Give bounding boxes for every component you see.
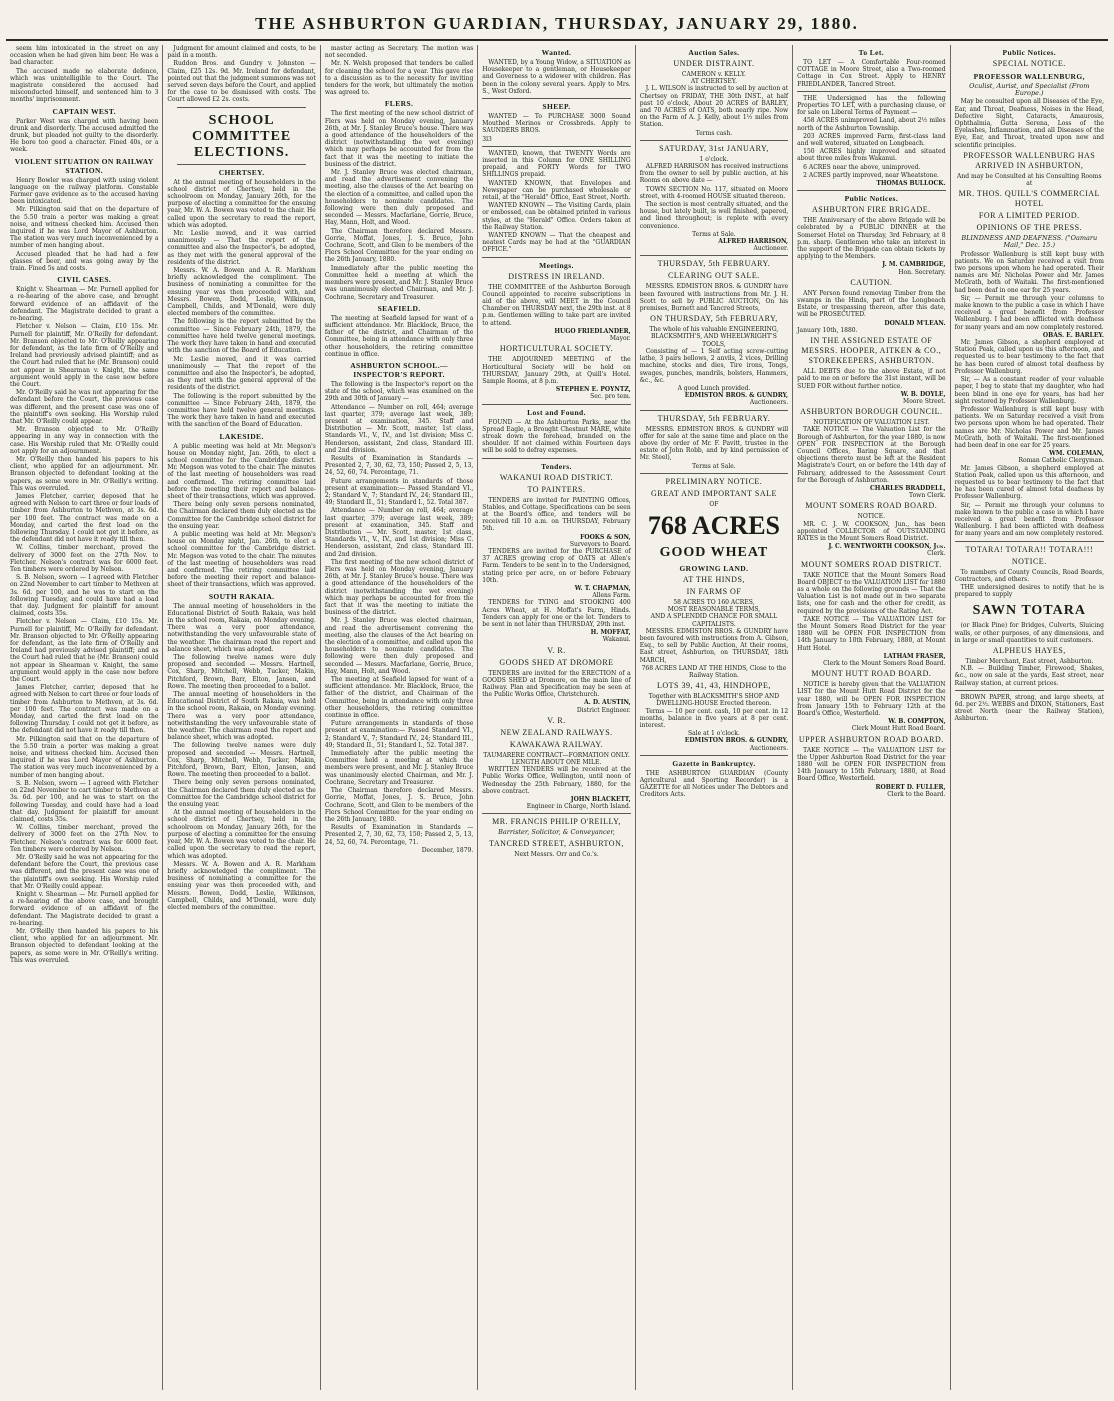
advertisement: NOTICE is hereby given that the VALUATION LIST for the Mount Hutt Road District for the year 1880, will be OPEN FOR INSPECTION from January 15th to February 12th at the Board's Office, Westerfield. bbox=[797, 681, 946, 718]
signer: A. D. AUSTIN, bbox=[584, 699, 631, 707]
notice-title: CLEARING OUT SALE. bbox=[668, 271, 760, 281]
column-2 bbox=[163, 45, 320, 1390]
notice-subtitle: NOTIFICATION OF VALUATION LIST. bbox=[813, 419, 930, 427]
paragraph: The first meeting of the new school district of Flers was held on Monday evening, January 26th, at Mr. J. Stanley Bruce's house. There was a good attendance of the householders of the district (notwithstanding the wet evening) which may perhaps be accounted for from the fact that it was the meeting to initiate the business of the district. bbox=[324, 558, 474, 617]
signer-role: Auctioneers. bbox=[749, 744, 789, 752]
column-6 bbox=[793, 45, 950, 1390]
paragraph: S. B. Nelson, sworn — I agreed with Fletcher on 22nd November to cart timber to Methven at 3s. 6d. per 100, and he was to start on the following Tuesday, and could have had a load that day. Judgment for plaintiff for amount claimed, costs 35s. bbox=[10, 574, 159, 618]
advertisement: TENDERS for TYING and STOOKING 400 Acres Wheat, at H. Moffat's Farm, Hinds. Tenders can apply for one or the lot. Tenders to be sent in not later than THURSDAY, 29th inst. bbox=[482, 599, 631, 628]
advertisement: ANY Person found removing Timber from the swamps in the Hinds, part of the Longbeach Estate, or trespassing thereon, after this date, will be PROSECUTED. bbox=[797, 289, 946, 319]
signer-role: Allens Farm. bbox=[592, 592, 631, 600]
notice-title: SPECIAL NOTICE. bbox=[992, 59, 1066, 68]
divider bbox=[482, 98, 630, 99]
advertisement: J. L. WILSON is instructed to sell by auction at Chertsey on FRIDAY, THE 30th INST., at half past 10 o'clock, About 20 ACRES of BARLEY, and 70 ACRES of OATS, both nearly ripe. Now on the Farm of A. J. Kelly, about 1½ miles from Station. bbox=[639, 85, 789, 129]
columns bbox=[6, 45, 1108, 1390]
paragraph: Mr. Branson objected to Mr. O'Reilly appearing in any way in connection with the case. His Worship ruled that Mr. O'Reilly could not apply for an adjournment. bbox=[10, 426, 159, 455]
paragraph: S. B. Nelson, sworn — I agreed with Fletcher on 22nd November to cart timber to Methven at 3s. 6d. per 100, and he was to start on the following Tuesday, and could have had a load that day. Judgment for plaintiff for amount claimed, costs 35s. bbox=[10, 779, 159, 823]
paragraph: The annual meeting of householders in the Educational District of South Rakaia, was held in the school room, Rakaia, on Monday evening. There was a very poor attendance, notwithstanding the very unfavourable state of the weather. The chairman read the report and balance sheet, which was adopted. bbox=[167, 691, 316, 742]
section-heading: Wanted. bbox=[541, 48, 572, 57]
signer: ALFRED HARRISON, bbox=[718, 238, 789, 246]
notice-subtitle: NOTICE. bbox=[857, 513, 886, 521]
section-heading: CAPTAIN WEST. bbox=[52, 106, 116, 116]
advertisement: WANTED KNOWN — That the cheapest and neatest Cards may be had at the "GUARDIAN OFFICE." bbox=[482, 232, 631, 254]
paragraph: Future arrangements in standards of those present at examination:— Passed Standard VI., 2; Standard V., 7; Standard IV., 24; Standard III., 49; Standard II., 51; Standard I., 52. Total 387. bbox=[324, 720, 474, 749]
paragraph: Messrs. W. A. Bowen and A. R. Markham briefly acknowledged the compliment. The business of nominating a committee for the ensuing year was then proceeded with, and Messrs. Bowen, Dodd, Leslie, Wilkinson, Campbell, Childs, and M'Donald, were duly elected members of the committee. bbox=[167, 860, 316, 911]
advertisement: WANTED KNOWN, that Envelopes and Newspaper can be purchased wholesale or retail, at the "Herald" Office, East Street, North. bbox=[482, 179, 631, 202]
advertisement: TAKE NOTICE — The VALUATION LIST for the Mount Somers Road District for the year 1880 will be OPEN FOR INSPECTION from 14th January to 10th February, 1880, at Mount Hutt Hotel. bbox=[797, 615, 946, 652]
paragraph: There being only seven persons nominated, the Chairman declared them duly elected as the Committee for the Cambridge school district for the ensuing year. bbox=[167, 779, 316, 809]
paragraph: The following is the Inspector's report on the state of the school, which was examined on the 29th and 30th of January — bbox=[324, 380, 474, 403]
column-4 bbox=[478, 45, 635, 1390]
divider bbox=[640, 755, 788, 756]
signer: J. M. CAMBRIDGE, bbox=[882, 261, 946, 269]
notice-subtitle: AT CHERTSEY. bbox=[690, 78, 737, 86]
signer: DONALD M'LEAN. bbox=[884, 319, 946, 327]
paragraph: Mr. J. Stanley Bruce was elected chairman, and read the advertisement convening the meeting, also the clauses of the Act bearing on the election of a committee, and called upon the householders to nominate candidates. The following were then duly proposed and seconded — Messrs. Macfarlane, Gorrie, Bruce, Hay, Mann, Holt, and Wood. bbox=[324, 169, 474, 227]
paragraph: James Fletcher, carrier, deposed that he agreed with Nelson to cart three or four loads of timber from Ashburton to Methven, at 3s. 6d. per 100 feet. The contract was made on a Monday, and carted the first load on the following Thursday. I could not get it before, as the defendant did not have it ready till then. bbox=[10, 492, 159, 544]
signer: ALPHEUS HAYES, bbox=[992, 645, 1066, 655]
sawn-totara-headline: SAWN TOTARA bbox=[972, 603, 1086, 619]
paragraph: Judgment for amount claimed and costs, to be paid in a month. bbox=[167, 45, 316, 60]
paragraph: Mr. Pilkington said that on the departure of the 5.50 train a porter was making a great noise, and witness checked him. Accused then inquired if he was Lord Mayor of Ashburton. The station was very much inconvenienced by a number of men hanging about. bbox=[10, 735, 159, 779]
signer-role: Engineer in Charge, North Island. bbox=[526, 803, 631, 811]
signer: H. MOFFAT, bbox=[590, 629, 631, 637]
advertisement: Consisting of — 1 Self acting screw-cutting lathe, 3 pairs bellows, 2 anvils, 2 vices, Drilling machine, stocks and dies, Tire irons, Tongs, swages, punches, mandrils, bolsters, Hammers, &c., &c. bbox=[639, 347, 789, 384]
divider bbox=[640, 140, 788, 141]
notice-date: January 10th, 1880. bbox=[797, 326, 858, 334]
advertisement: ALL DEBTS due to the above Estate, if not paid to me on or before the 31st instant, will be SUED FOR without further notice. bbox=[797, 368, 946, 390]
advertisement: TAKE NOTICE — The VALUATION LIST for the Upper Ashburton Road District for the year 1880 will be OPEN FOR INSPECTION from 14th January to 15th February, 1880, at Road Board Office, Westerfield. bbox=[797, 746, 946, 783]
advertisement: THE ADJOURNED MEETING of the Horticultural Society will be held on THURSDAY, January 29th, at Quill's Hotel. Sample Rooms, at 8 p.m. bbox=[482, 356, 631, 385]
signer: EDMISTON BROS. & GUNDRY, bbox=[684, 737, 789, 745]
advertisement: ALFRED HARRISON has received instructions from the owner to sell by public auction, at his Rooms on above date — bbox=[639, 163, 789, 185]
notice-title: DISTRESS IN IRELAND. bbox=[508, 271, 605, 281]
advertisement: THE Anniversary of the above Brigade will be celebrated by a PUBLIC DINNER at the Somerset Hotel on Thursday, 3rd February, at 8 p.m. sharp. Gentlemen who take an interest in the support of the Brigade can obtain tickets by applying to the Members. bbox=[797, 217, 946, 261]
section-heading: Auction Sales. bbox=[688, 48, 740, 57]
paragraph: Immediately after the public meeting the Committee held a meeting at which the members were present, and Mr. J. Stanley Bruce was unanimously elected Chairman, and Mr. J. Cochrane, Secretary and Treasurer. bbox=[324, 264, 474, 301]
paragraph: Results of Examination in Standards — Presented 2, 7, 30, 62, 73, 150; Passed 2, 5, 13, 24, 52, 60, 74. Percentage, 71. bbox=[324, 454, 474, 477]
column-7 bbox=[951, 45, 1108, 1390]
notice-subtitle: GROWING LAND. bbox=[679, 563, 749, 573]
advertisement: TENDERS are invited for PAINTING Offices, Stables, and Cottage. Specifications can be seen at the Board's office, and tenders will be received till 10 a.m. on THURSDAY, February 5th. bbox=[482, 496, 631, 533]
paragraph: Attendance — Number on roll, 464; average last quarter, 379; average last week, 389; present at examination, 345. Staff and Distribution — Mr. Scott, master, 1st class, Standards VI., V., IV., and 1st division; Miss C. Henderson, assistant, 2nd class, Standard III. and 2nd division. bbox=[324, 507, 474, 558]
paragraph: Accused pleaded that he had had a few glasses of beer, and was going away by the train. Fined 5s and costs. bbox=[10, 250, 159, 273]
notice-title: WAKANUI ROAD DISTRICT. bbox=[499, 472, 614, 482]
paragraph: Fletcher v. Nelson — Claim, £10 15s. Mr. Purnell for plaintiff, Mr. O'Reilly for defendant. Mr. Branson objected to Mr. O'Reilly appearing for defendant, as the late firm of O'Reilly and Ireland had previously advised plaintiff; and as the Court had ruled that he (Mr. Branson) could not appear in Shearman v. Knight, the same argument would apply in the case now before the Court. bbox=[10, 323, 159, 388]
notice-time: Sale at 1 o'clock. bbox=[688, 730, 740, 738]
divider bbox=[955, 690, 1104, 691]
notice-title: CAUTION. bbox=[850, 277, 893, 287]
advertisement: THE undersigned desires to notify that he is prepared to supply bbox=[954, 583, 1104, 599]
signer: JOHN BLACKETT, bbox=[570, 796, 631, 804]
signer: HUGO FRIEDLANDER, bbox=[554, 327, 631, 335]
paragraph: W. Collins, timber merchant, proved the delivery of 3000 feet on the 27th Nov. to Fletcher. Nelson's contract was for 6000 feet. Ten timbers were ordered by Nelson. bbox=[10, 544, 159, 573]
advertisement: Professor Wallenburg is still kept busy with patients. We on Saturday received a visit from two persons upon whom he had operated. Their names are Mr. Nicholas Power and Mr. James McGrath, both of Waitaki. The first-mentioned had been deaf in one ear for 25 years. bbox=[954, 405, 1104, 449]
wheat-headline: GOOD WHEAT bbox=[659, 544, 769, 560]
notice-subtitle: IN FARMS OF bbox=[686, 586, 742, 596]
notice-title: ASHBURTON BOROUGH COUNCIL. bbox=[800, 407, 943, 417]
notice-date: THURSDAY, 5th FEBRUARY. bbox=[657, 413, 771, 423]
notice-subtitle: TAUMARERE CONTRACT—FORMATION ONLY. LENGTH ABOUT ONE MILE. bbox=[483, 751, 630, 767]
signer: W. B. COMPTON, bbox=[888, 718, 946, 726]
notice-title: MOUNT SOMERS ROAD BOARD. bbox=[805, 501, 938, 511]
notice-title: IN THE ASSIGNED ESTATE OF MESSRS. HOOPER, AITKEN & CO., STOREKEEPERS, ASHBURTON. bbox=[801, 336, 942, 366]
paragraph: The following is the report submitted by the committee — Since February 24th, 1879, the committee have held twelve general meetings. The work they have taken in hand and executed with the sanction of the Board of Education. bbox=[167, 318, 316, 355]
notice-title: NEW ZEALAND RAILWAYS. bbox=[500, 727, 613, 737]
terms: Terms at Sale. bbox=[692, 230, 736, 238]
advertisement: MESSRS. EDMISTON BROS. & GUNDRY have been favoured with instructions from A. Gibson, Esq., to sell by Public Auction, At their rooms, East street, Ashburton, on THURSDAY, 18th MARCH, bbox=[639, 627, 789, 664]
terms: Terms at Sale. bbox=[692, 462, 736, 470]
property-listing: 6 ACRES near the above, unimproved. bbox=[803, 163, 921, 171]
notice-subtitle: PROFESSOR WALLENBURG HAS ARRIVED IN ASHBURTON, bbox=[963, 150, 1096, 170]
divider bbox=[177, 164, 305, 165]
section-heading: Meetings. bbox=[539, 260, 574, 270]
paragraph: The Chairman therefore declared Messrs. Gorrie, Moffat, Jones, J. S. Bruce, John Cochrane, Scott, and Glen to be members of the Flers School Committee for the year ending on the 26th January, 1880. bbox=[324, 227, 474, 264]
advertisement: Sir, — Permit me through your columns to make known to the public a case in which I have received a great benefit from Professor Wallenburg. I had been afflicted with deafness for many years and am now completely restored. bbox=[954, 294, 1104, 331]
divider bbox=[640, 255, 788, 256]
property-listing: 203 ACRES improved Farm, first-class land and well watered, situated on Longbeach. bbox=[797, 132, 946, 148]
paragraph: The Chairman therefore declared Messrs. Gorrie, Moffat, Jones, J. S. Bruce, John Cochrane, Scott, and Glen to be members of the Flers School Committee for the year ending on the 26th January, 1880. bbox=[324, 787, 474, 823]
notice-title: TOTARA! TOTARA!! TOTARA!!! bbox=[965, 544, 1094, 554]
property-listing: 150 ACRES highly improved and situated about three miles from Wakanui. bbox=[797, 148, 946, 163]
notice-subtitle: LOTS 39, 41, 43, HINDHOPE, bbox=[656, 681, 771, 691]
advertisement: Mr. James Gibson, a shepherd employed at Station Peak, called upon us this afternoon, and requested us to bear testimony to the fact that he has been cured of almost total deafness by Professor Wallenburg. bbox=[954, 464, 1104, 501]
signer: CHARLES BRADDELL, bbox=[870, 484, 946, 492]
advertisement: TAKE NOTICE — The Valuation List for the Borough of Ashburton, for the year 1880, is now OPEN FOR INSPECTION at the Borough Council Offices, Baring Square, and that objections thereto must be left at the Resident Magistrate's Court, on or before the 14th day of February, addressed to the Assessment Court for the Borough of Ashburton. bbox=[797, 426, 946, 484]
paragraph: Messrs. W. A. Bowen and A. R. Markham briefly acknowledged the compliment. The business of nominating a committee for the ensuing year was then proceeded with, and Messrs. Bowen, Dodd, Leslie, Wilkinson, Campbell, Childs, and M'Donald, were duly elected members of the committee. bbox=[167, 267, 316, 318]
advertisement: Terms — 10 per cent. cash, 10 per cent. in 12 months, balance in five years at 8 per cent. interest. bbox=[639, 707, 789, 729]
notice-time: 1 o'clock. bbox=[699, 155, 729, 163]
section-heading: Gazette in Bankruptcy. bbox=[672, 758, 756, 768]
property-listing: 458 ACRES unimproved Land, about 2½ miles north of the Ashburton Township. bbox=[797, 117, 946, 132]
notice-subtitle: FOR A LIMITED PERIOD. bbox=[978, 211, 1080, 221]
paragraph: Ruddon Bros. and Gundry v. Johnston — Claim, £25 12s. 9d. Mr. Ireland for defendant, pointed out that the judgment summons was not served seven days before the Court, and applied for the case to be dismissed with costs. The Court allowed £2 2s. costs. bbox=[167, 60, 316, 104]
paragraph: Mr. O'Reilly then handed his papers to his client, who applied for an adjournment. Mr. Branson objected to defendant looking at the papers, as some were in Mr. O'Reilly's writing. This was overruled. bbox=[10, 927, 159, 964]
acres-headline: 768 ACRES bbox=[647, 510, 781, 540]
paragraph: There being only seven persons nominated, the Chairman declared them duly elected as the Committee for the Cambridge school district for the ensuing year. bbox=[167, 501, 316, 530]
paragraph: Mr. Pilkington said that on the departure of the 5.50 train a porter was making a great noise, and witness checked him. Accused then inquired if he was Lord Mayor of Ashburton. The station was very much inconvenienced by a number of men hanging about. bbox=[10, 206, 159, 250]
paragraph: Attendance — Number on roll, 464; average last quarter, 379; average last week, 389; present at examination, 345. Staff and Distribution — Mr. Scott, master, 1st class, Standards VI., V., IV., and 1st division; Miss C. Henderson, assistant, 2nd class, Standard III. and 2nd division. bbox=[324, 403, 474, 454]
notice-title: HORTICULTURAL SOCIETY. bbox=[499, 344, 614, 354]
professor-name: PROFESSOR WALLENBURG, bbox=[973, 72, 1085, 81]
paragraph: W. Collins, timber merchant, proved the delivery of 3000 feet on the 27th Nov. to Fletcher. Nelson's contract was for 6000 feet. Ten timbers were ordered by Nelson. bbox=[10, 824, 159, 853]
signer: STEPHEN E. POYNTZ, bbox=[555, 386, 631, 394]
paragraph: Mr. Leslie moved, and it was carried unanimously — That the report of the committee and also the Inspector's, be adopted, as they met with the general approval of the residents of the district. bbox=[167, 230, 316, 266]
section-heading: Public Notices. bbox=[1002, 48, 1057, 57]
section-heading: CHERTSEY. bbox=[218, 167, 265, 177]
notice-title: GOODS SHED AT DROMORE bbox=[499, 657, 614, 667]
paragraph: James Fletcher, carrier, deposed that he agreed with Nelson to cart three or four loads of timber from Ashburton to Methven, at 3s. 6d. per 100 feet. The contract was made on a Monday, and carted the first load on the following Thursday. I could not get it before, as the defendant did not have it ready till then. bbox=[10, 684, 159, 735]
paragraph: Results of Examination in Standards — Presented 2, 7, 30, 62, 73, 150; Passed 2, 5, 13, 24, 52, 60, 74. Percentage, 71. bbox=[324, 824, 474, 846]
paragraph: seem him intoxicated in the street on any occasion when he had given him beer. He was a bad character. bbox=[10, 45, 159, 67]
advertisement: Sir, — Permit me through your columns to make known to the public a case in which I have received a great benefit from Professor Wallenburg. I had been afflicted with deafness for many years and am now completely restored. bbox=[954, 501, 1104, 538]
advertisement: MESSRS. EDMISTON BROS. & GUNDRY have been favoured with instructions from Mr. J. H. Scott to sell by PUBLIC AUCTION, On his premises, Burnett and Tancred Streets, bbox=[639, 283, 789, 313]
paragraph: Mr. O'Reilly said he was not appearing for the defendant before the Court, the previous case was different, and the present case was one of the plaintiff's own seeking. His Worship ruled that Mr. O'Reilly could appear. bbox=[10, 389, 159, 425]
section-heading: CIVIL CASES. bbox=[57, 275, 112, 285]
signer-role: Timber Merchant, East street, Ashburton. bbox=[965, 657, 1094, 665]
advertisement: WANTED, by a Young Widow, a SITUATION as Housekeeper to a gentleman, or Housekeeper and Governess to a widower with children. Has been in the colony several years. Apply to Mrs. S., West Oxford. bbox=[482, 59, 631, 95]
ad-number: 3l3 bbox=[482, 135, 492, 143]
notice-title: ASHBURTON FIRE BRIGADE. bbox=[812, 205, 931, 215]
dateline: December, 1879. bbox=[421, 846, 474, 854]
notice-subtitle: The whole of his valuable ENGINEERING, BLACKSMITH'S, AND WHEELWRIGHT'S TOOLS, bbox=[649, 326, 779, 348]
notice-note: A good Lunch provided. bbox=[677, 384, 751, 392]
notice-title: UNDER DISTRAINT. bbox=[673, 59, 755, 68]
notice-subtitle: Together with BLACKSMITH'S SHOP AND DWELLING-HOUSE Erected thereon. bbox=[648, 693, 780, 708]
notice-subtitle: NOTICE. bbox=[1011, 556, 1047, 566]
section-heading: VIOLENT SITUATION ON RAILWAY STATION. bbox=[14, 156, 154, 175]
divider bbox=[797, 190, 945, 191]
paragraph: Mr. N. Welsh proposed that tenders be called for cleaning the school for a year. This gave rise to a discussion as to the necessity for inviting tenders for the work, but ultimately the motion was agreed to. bbox=[324, 60, 474, 97]
advertisement: TENDERS are invited for the PURCHASE of 37 ACRES growing crop of OATS at Allen's Farm. Tenders to be sent in to the Undersigned, stating price per acre, on or before February 10th. bbox=[482, 547, 631, 584]
signer: THOMAS BULLOCK. bbox=[876, 180, 946, 188]
advertisement: THE ASHBURTON GUARDIAN (County Agricultural and Sporting Recorder) is a GAZETTE for all Notices under The Debtors and Creditors Acts. bbox=[639, 769, 789, 799]
article-title: SCHOOL COMMITTEE ELECTIONS. bbox=[192, 112, 292, 160]
divider bbox=[177, 107, 305, 108]
paragraph: Fletcher v. Nelson — Claim, £10 15s. Mr. Purnell for plaintiff, Mr. O'Reilly for defendant. Mr. Branson objected to Mr. O'Reilly appearing for defendant, as the late firm of O'Reilly and Ireland had previously advised plaintiff; and as the Court had ruled that he (Mr. Branson) could not appear in Shearman v. Knight, the same argument would apply in the case now before the Court. bbox=[10, 618, 159, 684]
notice-subtitle: KAWAKAWA RAILWAY. bbox=[509, 739, 604, 749]
signer-role: Moore Street. bbox=[903, 397, 946, 405]
professor-subtitle: Oculist, Aurist, and Specialist (From Europe.) bbox=[969, 82, 1090, 98]
paragraph: Mr. Leslie moved, and it was carried unanimously — That the report of the committee and also the Inspector's, be adopted, as they met with the general approval of the residents of the district. bbox=[167, 355, 316, 392]
notice-subtitle: 768 ACRES LAND AT THE HINDS, Close to the Railway Station. bbox=[641, 664, 787, 679]
signer-role: Surveyors to Board. bbox=[569, 540, 631, 548]
notice-date: THURSDAY, 5th FEBRUARY. bbox=[657, 259, 771, 269]
advertisement: TENDERS are invited for the ERECTION of a GOODS SHED at Dromore, on the main line of Railway. Plan and Specification may be seen at the Public Works Office, Christchurch. bbox=[482, 669, 631, 699]
advertisement: The section is most centrally situated, and the house, but lately built, is well finished, papered, and lined throughout; is replete with every convenience. bbox=[639, 201, 789, 230]
notice-date: ON THURSDAY, 5th FEBRUARY, bbox=[650, 314, 778, 324]
paragraph: A public meeting was held at Mr. Megson's house on Monday night, Jan. 26th, to elect a school committee for the Cambridge district. Mr. Megson was voted to the chair. The minutes of the last meeting of householders was read and confirmed. The retiring committee laid before the meeting their report and balance-sheet of their transactions, which was approved. bbox=[167, 530, 316, 589]
signer: EDMISTON BROS. & GUNDRY, bbox=[684, 392, 789, 400]
paragraph: The annual meeting of householders in the Educational District of South Rakaia, was held in the school room, Rakaia, on Monday evening. There was a very poor attendance, notwithstanding the very unfavourable state of the weather. The chairman read the report and balance sheet, which was adopted. bbox=[167, 602, 316, 653]
divider bbox=[955, 541, 1104, 542]
paragraph: Mr. O'Reilly then handed his papers to his client, who applied for an adjournment. Mr. Branson objected to defendant looking at the papers, as some were in Mr. O'Reilly's writing. This was overruled. bbox=[10, 455, 159, 492]
paragraph: The following twelve names were duly proposed and seconded — Messrs. Hartnell, Cox, Sharp, Mitchell, Webb, Tucker, Makin, Pitchford, Brown, Barr, Elton, Jansen, and Rowe. The meeting then proceeded to a ballot. bbox=[167, 742, 316, 779]
advertisement: WANTED — To PURCHASE 3000 Sound Mouthed Merinos or Crossbreds. Apply to SAUNDERS BROS. bbox=[482, 113, 631, 135]
notice-title: PRELIMINARY NOTICE. bbox=[665, 476, 763, 486]
signer-role: Town Clerk. bbox=[909, 492, 946, 500]
advertisement: (or Black Pine) for Bridges, Culverts, Sluicing walls, or other purposes, of any dimensions, and in large or small quantities to suit customers. bbox=[954, 622, 1104, 644]
advertisement: May be consulted upon all Diseases of the Eye, Ear, and Throat, Deafness, Noises in the Head, Defective Sight, Cataracts, Amaurosis, Ophthalmia, Gutta Serena, Loss of the Eyelashes, Inflammation, and all Diseases of the Eye, Ear, and Throat, treated upon new and scientific principles. bbox=[954, 98, 1104, 149]
signer-role: Roman Catholic Clergyman. bbox=[1018, 457, 1104, 465]
advertisement: MESSRS. EDMISTON BROS. & GUNDRY will offer for sale at the same time and place on the above (by order of Mr. F. Pavitt, trustee in the estate of John Robb, and by kind permission of Mr. Steel), bbox=[639, 425, 789, 462]
paragraph: The meeting at Seafield lapsed for want of a sufficient attendance. Mr. Blacklock, Bruce, the father of the district, and Chairman of the Committee, being in attendance with only three other householders, the retiring committee continue in office. bbox=[324, 676, 474, 720]
crown-mark: V. R. bbox=[547, 715, 566, 725]
advertisement: To numbers of County Councils, Road Boards, Contractors, and others. bbox=[954, 568, 1104, 583]
signer-role: Sec. pro tem. bbox=[590, 393, 631, 401]
signer-role: Auctioneers. bbox=[749, 399, 789, 407]
notice-subtitle: TO PAINTERS. bbox=[527, 484, 586, 494]
notice-subtitle: CAMERON v. KELLY. bbox=[681, 71, 746, 78]
section-heading: Public Notices. bbox=[844, 194, 899, 204]
divider bbox=[482, 257, 630, 258]
section-heading: ASHBURTON SCHOOL.—INSPECTOR'S REPORT. bbox=[350, 360, 448, 379]
advertisement: Professor Wallenburg is still kept busy with patients. We on Saturday received a visit from two persons upon whom he had operated. Their names are Mr. Nicholas Power and Mr. James McGrath, both of Waitaki. The first-mentioned had been deaf in one ear for 25 years. bbox=[954, 250, 1104, 294]
signer-role: Hon. Secretary. bbox=[898, 268, 946, 276]
advertisement: Mr. James Gibson, a shepherd employed at Station Peak, called upon us this afternoon, and requested us to bear testimony to the fact that he has been cured of almost total deafness by Professor Wallenburg. bbox=[954, 339, 1104, 375]
masthead: THE ASHBURTON GUARDIAN, THURSDAY, JANUARY 29, 1880. bbox=[6, 8, 1108, 41]
notice-title: UPPER ASHBURTON ROAD BOARD. bbox=[798, 734, 944, 744]
paragraph: master acting as Secretary. The motion was not seconded. bbox=[324, 45, 474, 60]
advertisement: TO LET — A Comfortable Four-roomed COTTAGE in Moore Street, also a Two-roomed Cottage in Cox Street. Apply to HENRY FRIEDLANDER, Tancred Street. bbox=[797, 59, 946, 88]
divider bbox=[482, 404, 630, 405]
divider bbox=[640, 410, 788, 411]
professional-title: Barrister, Solicitor, & Conveyancer, bbox=[498, 828, 615, 837]
signer: W. T. CHAPMAN, bbox=[574, 584, 631, 592]
section-heading: Lost and Found. bbox=[527, 407, 586, 417]
signer-role: Clerk. bbox=[927, 550, 946, 558]
notice-subtitle: MR. THOS. QUILL'S COMMERCIAL HOTEL bbox=[958, 189, 1100, 209]
notice-subtitle: 58 ACRES TO 160 ACRES, bbox=[673, 598, 755, 606]
signer-role: Wakanui. bbox=[602, 636, 631, 644]
signer-role: Mayor. bbox=[609, 335, 631, 343]
section-heading: Tenders. bbox=[541, 461, 572, 471]
notice-title: MOUNT HUTT ROAD BOARD. bbox=[811, 669, 932, 679]
advertisement: FOUND — At the Ashburton Parks, near the Spread Eagle, a Brought Chestnut MARE, white streak down the forehead, branded on the shoulder. If not claimed within Fourteen days will be sold to defray expenses. bbox=[482, 418, 631, 455]
paragraph: Mr. O'Reilly said he was not appearing for the defendant before the Court, the previous case was different, and the present case was one of the plaintiff's own seeking. His Worship ruled that Mr. O'Reilly could appear. bbox=[10, 853, 159, 890]
advertisement: TOWN SECTION No. 117, situated on Moore street, with 4-roomed HOUSE situated thereon. bbox=[639, 185, 789, 200]
paragraph: Knight v. Shearman — Mr. Purnell applied for a re-hearing of the above case, and brought forward evidence of an affidavit of the defendant. The Magistrate decided to grant a re-hearing. bbox=[10, 286, 159, 323]
advertisement: WANTED, known, that TWENTY Words are inserted in this Column for ONE SHILLING prepaid, and FORTY Words for TWO SHILLINGS prepaid. bbox=[482, 149, 631, 179]
paragraph: Henry Bowler was charged with using violent language on the railway platform. Constable Farmer gave evidence as to the accused having been intoxicated. bbox=[10, 176, 159, 206]
property-listing: 2 ACRES partly improved, near Wheatstone. bbox=[803, 171, 939, 179]
signer: WM. COLEMAN, bbox=[1049, 450, 1104, 458]
signer-role: District Engineer. bbox=[576, 706, 631, 714]
divider bbox=[482, 146, 630, 147]
advertisement: Sir, — As a constant reader of your valuable paper, I beg to state that my daughter, who had been blind in one eye for years, has had her sight restored by Professor Wallenburg. bbox=[954, 376, 1104, 405]
paragraph: Parker West was charged with having been drunk and disorderly. The accused admitted the drunk, but pleaded not guilty to the disorderly. He bore too good a character. Fined 40s, or a week. bbox=[10, 117, 159, 154]
paragraph: The accused made no elaborate defence, which was unintelligible to the Court. The magistrate considered the accused had misconducted himself, and sentenced him to 3 months' imprisonment. bbox=[10, 67, 159, 104]
column-3 bbox=[321, 45, 478, 1390]
signer-role: Auctioneer. bbox=[753, 245, 789, 253]
notice-date: SATURDAY, 31st JANUARY, bbox=[659, 143, 769, 153]
section-heading: LAKESIDE. bbox=[219, 431, 264, 441]
signer: OBAS. E. BARLEY. bbox=[1042, 331, 1104, 339]
paragraph: A public meeting was held at Mr. Megson's house on Monday night, Jan. 26th, to elect a school committee for the Cambridge district. Mr. Megson was voted to the chair. The minutes of the last meeting of householders was read and confirmed. The retiring committee laid before the meeting their report and balance-sheet of their transactions, which was approved. bbox=[167, 442, 316, 500]
notice-subtitle: And may be Consulted at his Consulting Rooms at bbox=[957, 172, 1102, 188]
signer-role: Clerk to the Board. bbox=[887, 790, 946, 798]
advertisement: THE Undersigned has the following Properties TO LET, with a purchasing clause, or for sale on Liberal Terms of Payment — bbox=[797, 94, 946, 117]
paragraph: The meeting at Seafield lapsed for want of a sufficient attendance. Mr. Blacklock, Bruce, the father of the district, and Chairman of the Committee, being in attendance with only three other householders, the retiring committee continue in office. bbox=[324, 314, 474, 358]
notice-subtitle: MOST REASONABLE TERMS, bbox=[667, 606, 761, 614]
notice-title: MOUNT SOMERS ROAD DISTRICT. bbox=[800, 559, 942, 569]
paragraph: Knight v. Shearman — Mr. Purnell applied for a re-hearing of the above case, and brought forward evidence of an affidavit of the defendant. The Magistrate decided to grant a re-hearing. bbox=[10, 890, 159, 927]
signer: J. C. WENTWORTH COOKSON, Jun. bbox=[828, 543, 946, 551]
divider bbox=[640, 473, 788, 474]
signer-role: Clerk to the Mount Somers Road Board. bbox=[823, 660, 946, 667]
notice-title: OPINIONS OF THE PRESS. bbox=[976, 223, 1083, 233]
paragraph: At the annual meeting of householders in the school district of Chertsey, held in the schoolroom on Monday, January 26th, for the purpose of electing a committee for the ensuing year, Mr. W. A. Bowen was voted to the chair. He called upon the secretary to read the report, which was adopted. bbox=[167, 809, 316, 860]
divider bbox=[797, 91, 945, 92]
paragraph: The following twelve names were duly proposed and seconded — Messrs. Hartnell, Cox, Sharp, Mitchell, Webb, Tucker, Makin, Pitchford, Brown, Barr, Elton, Jansen, and Rowe. The meeting then proceeded to a ballot. bbox=[167, 654, 316, 690]
advertisement: WRITTEN TENDERS will be received at the Public Works Office, Wellington, until noon of Wednesday the 25th February, 1880, for the above contract. bbox=[482, 766, 631, 795]
paragraph: The first meeting of the new school district of Flers was held on Monday evening, January 26th, at Mr. J. Stanley Bruce's house. There was a good attendance of the householders of the district (notwithstanding the wet evening) which may perhaps be accounted for from the fact that it was the meeting to initiate the business of the district. bbox=[324, 110, 474, 168]
advertisement: MR. C. J. W. COOKSON, Jun., has been appointed COLLECTOR of OUTSTANDING RATES in the Mount Somers Road District. bbox=[797, 520, 946, 542]
professional-note: Next Messrs. Orr and Co.'s. bbox=[514, 850, 599, 858]
paragraph: Future arrangements in standards of those present at examination:— Passed Standard VI., 2; Standard V., 7; Standard IV., 24; Standard III., 49; Standard II., 51; Standard I., 52. Total 387. bbox=[324, 477, 474, 507]
column-1 bbox=[6, 45, 163, 1390]
professional-address: TANCRED STREET, ASHBURTON, bbox=[489, 838, 624, 848]
press-subtitle: BLINDNESS AND DEAFNESS. ("Oamaru Mail," Dec. 15.) bbox=[961, 234, 1098, 250]
advertisement: THE COMMITTEE of the Ashburton Borough Council appointed to receive subscriptions in aid of the above, will MEET in the Council Chamber on THURSDAY next, the 29th inst. at 8 p.m. Gentlemen willing to take part are invited to attend. bbox=[482, 283, 631, 327]
section-heading: SOUTH RAKAIA. bbox=[208, 591, 275, 601]
signer: LATHAM FRASER, bbox=[883, 652, 946, 660]
signer: FOOKS & SON, bbox=[580, 533, 631, 541]
advertisement: TAKE NOTICE that the Mount Somers Road Board OBJECT to the VALUATION LIST for 1880 as a whole on the following grounds — That the Valuation List is not made out in two separate lists, one for cash and the other for credit, as required by the provisions of the Rating Act. bbox=[797, 571, 946, 615]
notice-subtitle: AND A SPLENDID CHANCE FOR SMALL CAPITALISTS. bbox=[650, 613, 778, 628]
divider bbox=[482, 813, 630, 814]
paragraph: Mr. J. Stanley Bruce was elected chairman, and read the advertisement convening the meeting, also the clauses of the Act bearing on the election of a committee, and called upon the householders to nominate candidates. The following were then duly proposed and seconded — Messrs. Macfarlane, Gorrie, Bruce, Hay, Mann, Holt, and Wood. bbox=[324, 617, 474, 675]
signer: ROBERT D. FULLER, bbox=[875, 783, 946, 791]
paragraph: At the annual meeting of householders in the school district of Chertsey, held in the schoolroom on Monday, January 26th, for the purpose of electing a committee for the ensuing year, Mr. W. A. Bowen was voted to the chair. He called upon the secretary to read the report, which was adopted. bbox=[167, 178, 316, 229]
section-heading: To Let. bbox=[858, 48, 885, 57]
column-5 bbox=[636, 45, 793, 1390]
notice-subtitle: GREAT AND IMPORTANT SALE bbox=[650, 488, 777, 498]
crown-mark: V. R. bbox=[547, 645, 566, 655]
section-heading: FLERS. bbox=[384, 99, 414, 109]
section-heading: SEAFIELD. bbox=[377, 303, 421, 313]
paragraph: The following is the report submitted by the committee — Since February 24th, 1879, the committee have held twelve general meetings. The work they have taken in hand and executed with the sanction of the Board of Education. bbox=[167, 392, 316, 429]
advertisement: N.B. — Building Timber, Firewood, Shakes, &c., now on sale at the yards, East street, near Railway station, at current prices. bbox=[954, 665, 1104, 687]
terms: Terms cash. bbox=[695, 129, 733, 137]
professional-card: MR. FRANCIS PHILIP O'REILLY, bbox=[492, 817, 621, 827]
signer: W. B. DOYLE, bbox=[900, 390, 946, 398]
divider bbox=[482, 458, 630, 459]
signer-role: Clerk Mount Hutt Road Board. bbox=[851, 725, 946, 733]
paragraph: Immediately after the public meeting the Committee held a meeting at which the members were present, and Mr. J. Stanley Bruce was unanimously elected Chairman, and Mr. J. Cochrane, Secretary and Treasurer. bbox=[324, 750, 474, 786]
advertisement: WANTED KNOWN — The Visiting Cards, plain or embossed, can be obtained printed in various styles, at the "Herald" Office. Orders taken at the Railway Station. bbox=[482, 202, 631, 231]
advertisement: BROWN PAPER, strong, and large sheets, at 6d. per 2½. WEBBS and DIXON, Stationers, East street North (near the Railway Station), Ashburton. bbox=[954, 693, 1104, 723]
notice-connector: OF bbox=[709, 500, 719, 508]
notice-subtitle: AT THE HINDS, bbox=[682, 574, 745, 584]
section-heading: SHEEP. bbox=[542, 102, 571, 112]
